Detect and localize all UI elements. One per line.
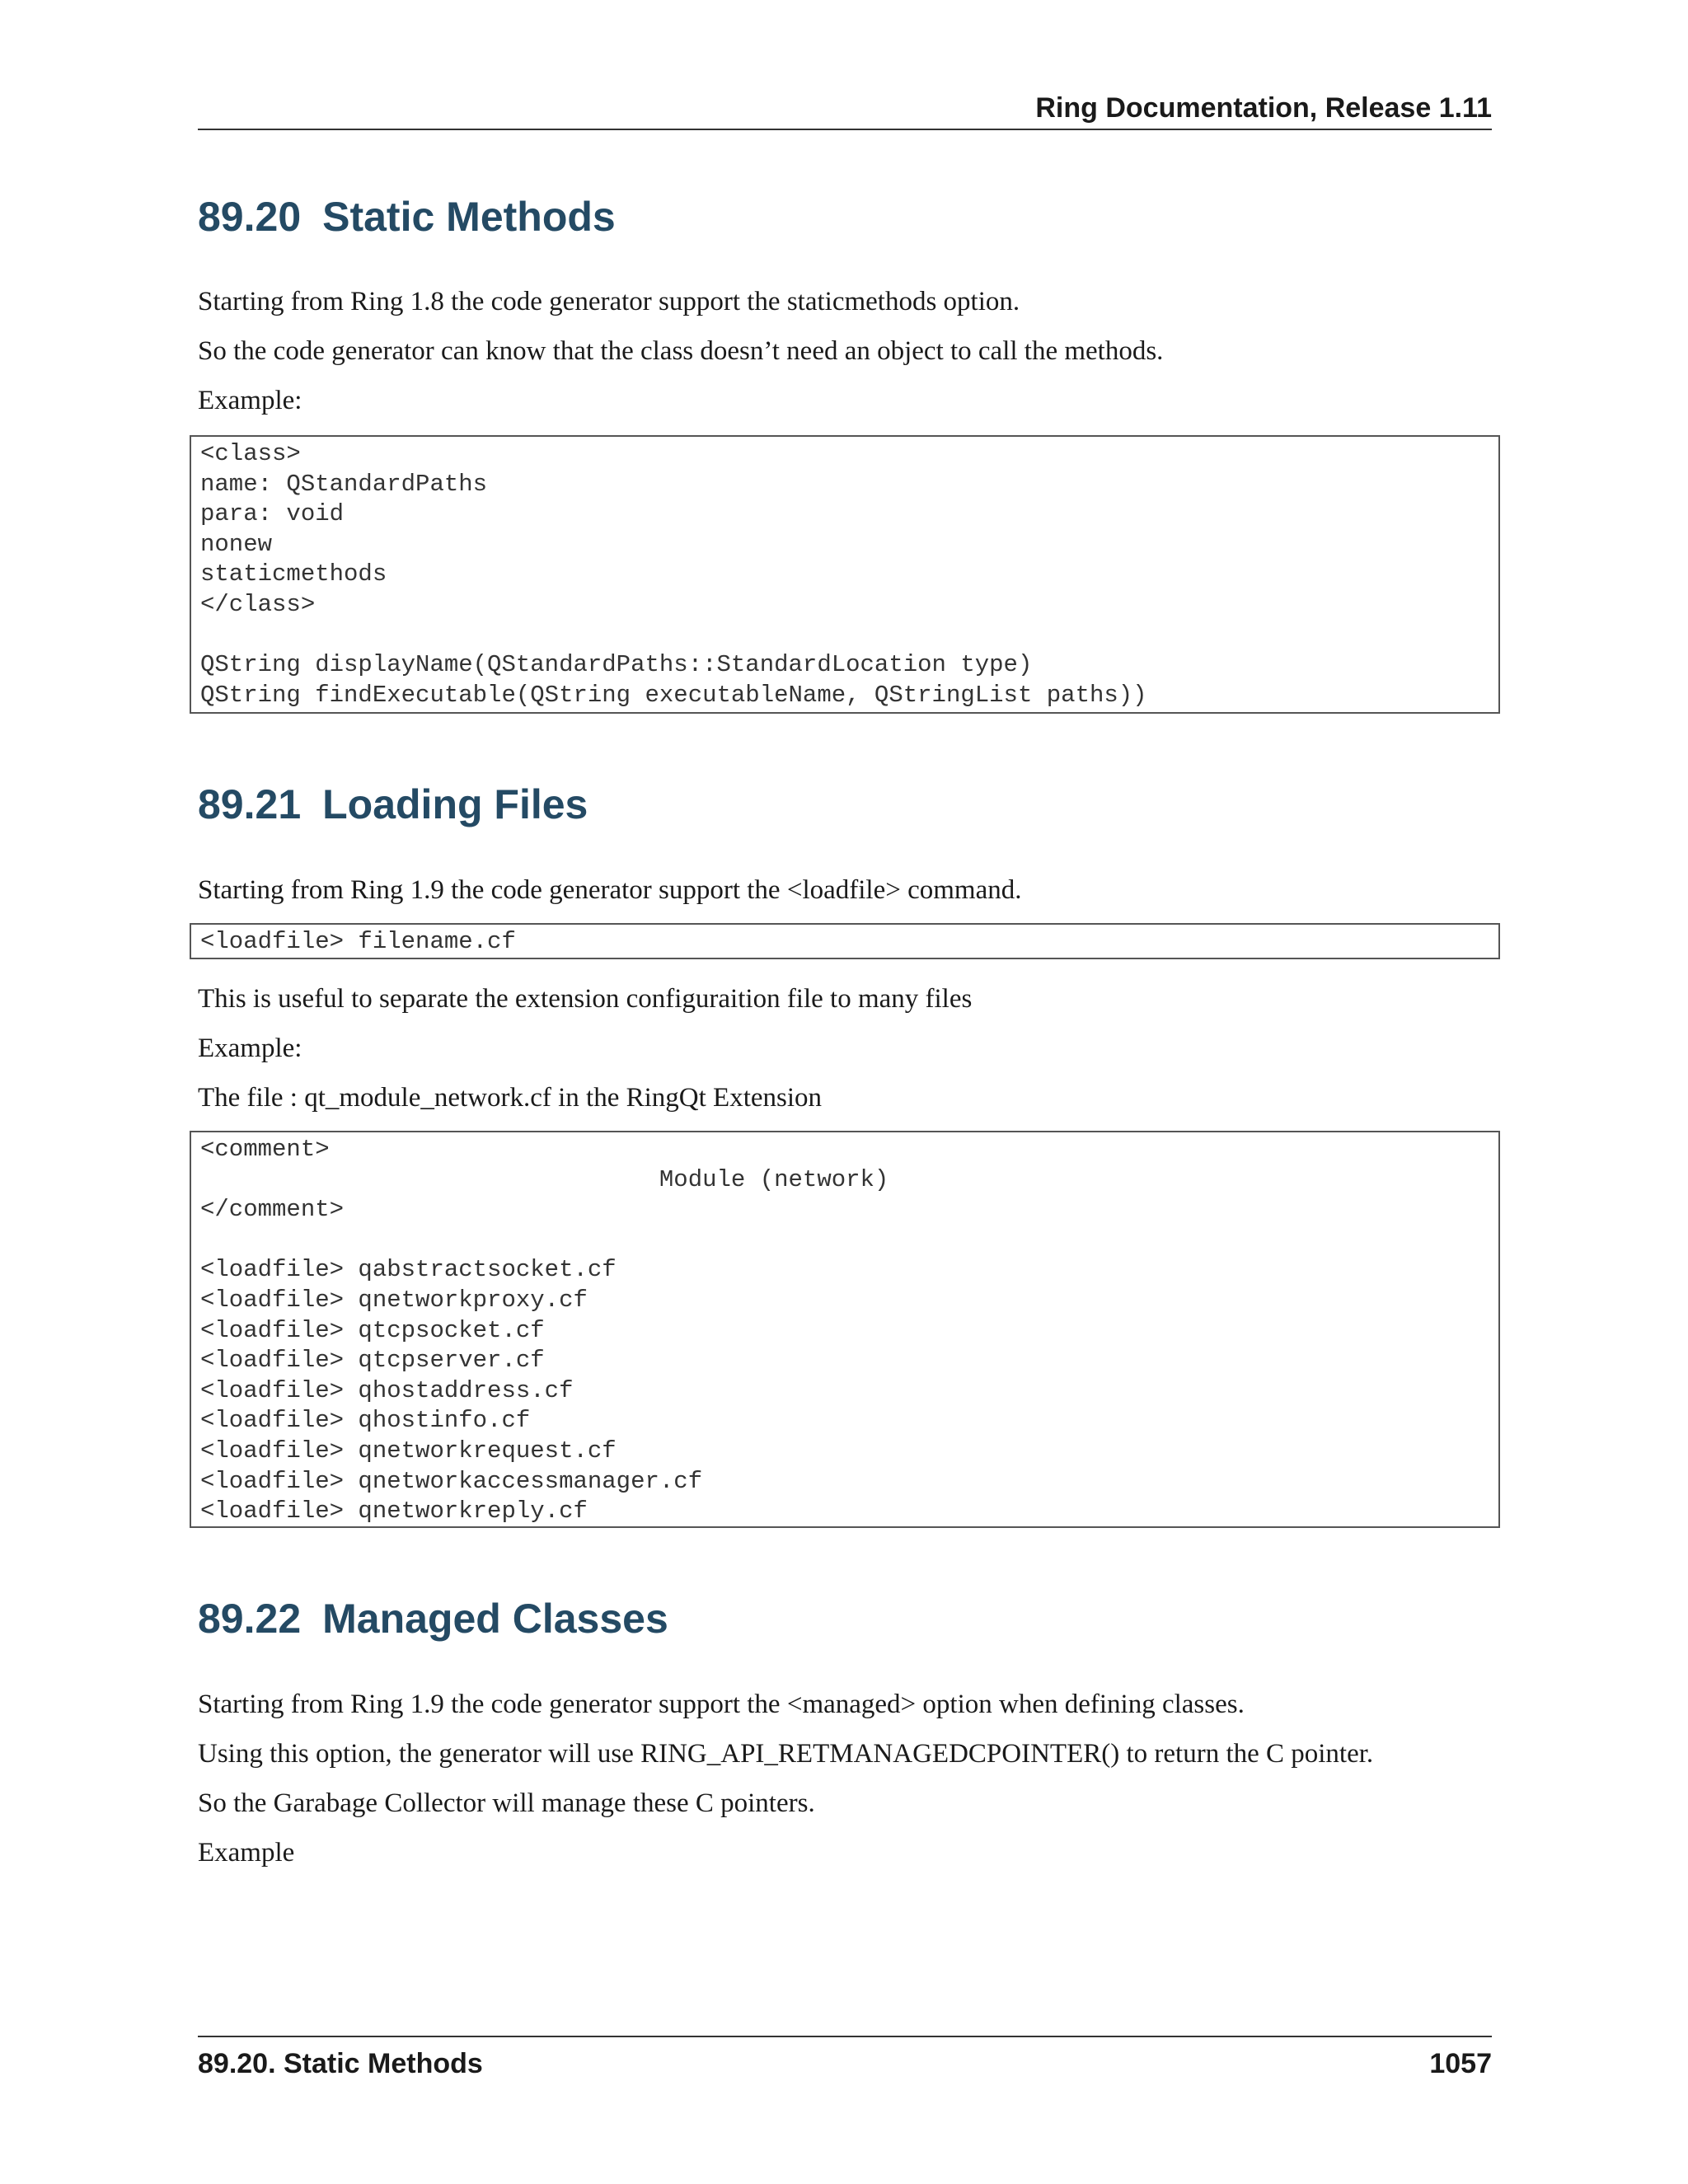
footer-section: 89.20. Static Methods	[198, 2048, 483, 2079]
section-title: Managed Classes	[322, 1596, 668, 1642]
paragraph: Starting from Ring 1.8 the code generator support the staticmethods option.	[198, 287, 1020, 316]
section-title: Loading Files	[322, 781, 588, 827]
section-title: Static Methods	[322, 194, 616, 240]
paragraph: This is useful to separate the extension configuraition file to many files	[198, 984, 973, 1014]
paragraph: Starting from Ring 1.9 the code generator support the <managed> option when defining classes.	[198, 1690, 1245, 1719]
page-number: 1057	[1429, 2048, 1492, 2079]
section-heading-loading-files	[198, 780, 588, 828]
section-heading-managed-classes	[198, 1595, 668, 1643]
paragraph: Example:	[198, 1033, 302, 1063]
section-heading-static-methods	[198, 193, 616, 241]
section-number: 89.20	[198, 194, 302, 240]
paragraph: The file : qt_module_network.cf in the RingQt Extension	[198, 1083, 823, 1113]
paragraph: Example	[198, 1838, 295, 1868]
paragraph: So the Garabage Collector will manage these C pointers.	[198, 1788, 815, 1818]
paragraph: So the code generator can know that the class doesn’t need an object to call the methods.	[198, 336, 1164, 366]
paragraph: Example:	[198, 386, 302, 415]
page-footer	[198, 2036, 1492, 2079]
code-block-static-methods: <class> name: QStandardPaths para: void nonew staticmethods </class> QString displayName(QStandardPaths::StandardLocation type) QString findExecutable(QString executableName, QStringList paths))	[190, 435, 1500, 714]
header-title: Ring Documentation, Release 1.11	[1035, 92, 1492, 124]
section-number: 89.22	[198, 1596, 302, 1642]
paragraph: Starting from Ring 1.9 the code generator support the <loadfile> command.	[198, 875, 1022, 905]
code-block-network-module: <comment> Module (network) </comment> <loadfile> qabstractsocket.cf <loadfile> qnetworkproxy.cf <loadfile> qtcpsocket.cf <loadfile> qtcpserver.cf <loadfile> qhostaddress.cf <loadfile> qhostinfo.cf <loadfile> qnetworkrequest.cf <loadfile> qnetworkaccessmanager.cf <loadfile> qnetworkreply.cf	[190, 1131, 1500, 1528]
paragraph: Using this option, the generator will use RING_API_RETMANAGEDCPOINTER() to return the C pointer.	[198, 1739, 1374, 1769]
code-block-loadfile: <loadfile> filename.cf	[190, 923, 1500, 959]
section-number: 89.21	[198, 781, 302, 827]
page-header	[198, 92, 1492, 130]
